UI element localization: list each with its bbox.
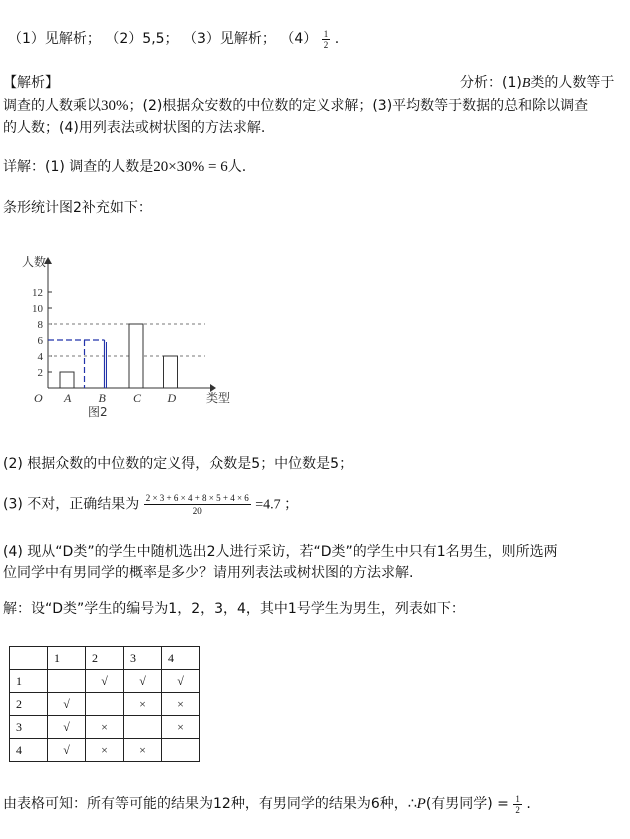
y-tick-label: 2 [37,367,43,379]
table-cell [124,716,162,739]
x-tick-label: D [167,391,177,405]
conclusion-a: 由表格可知：所有等可能的结果为12种，有男同学的结果为6种，∴ [3,796,417,812]
x-tick-label: A [64,391,72,405]
part4-line-1: (4) 现从“D类”的学生中随机选出2人进行采访，若“D类”的学生中只有1名男生，则所选两 [3,544,558,560]
table-cell: √ [86,670,124,693]
table-cell [162,739,200,762]
detail-formula: 20×30% = 6 [153,159,228,175]
analysis-first-line [460,72,614,92]
x-tick-label: C [133,391,142,405]
chart-title: 图2 [88,405,108,419]
answer-end: . [334,31,340,47]
solution-text: 解：设“D类”学生的编号为1，2，3，4，其中1号学生为男生，列表如下： [3,601,465,617]
table-cell [10,647,48,670]
answer-frac-num: 1 [323,28,329,39]
conclusion-b: P [416,796,426,812]
y-tick-label: 4 [37,351,43,363]
table-cell: √ [48,739,86,762]
table-row [10,670,200,693]
answer-line [8,28,339,50]
answer-part-3: （3）见解析； [183,31,276,47]
answer-fraction [322,29,331,50]
analysis-line2b: 30% [101,98,129,114]
table-cell: √ [124,670,162,693]
table-header-cell: 4 [162,647,200,670]
analysis-label: 分析： [460,75,502,91]
conclusion-fraction [513,794,522,815]
table-header-cell: 3 [124,647,162,670]
part3-b: =4.7 ； [255,497,299,513]
table-cell: × [124,693,162,716]
bar-C [129,324,143,388]
table-cell: × [162,716,200,739]
conclusion-c: (有男同学) = [425,796,509,812]
part3-line [3,492,298,517]
table-cell: √ [162,670,200,693]
answer-frac-den: 2 [323,39,329,50]
table-cell: √ [48,693,86,716]
table-cell [48,670,86,693]
y-tick-label: 8 [37,319,43,331]
conclusion-line [3,793,531,815]
part3-a: (3) 不对，正确结果为 [3,496,140,513]
table-cell: × [86,716,124,739]
part3-frac-num: 2 × 3 + 6 × 4 + 8 × 5 + 4 × 6 [145,493,249,503]
detail-line [3,156,246,176]
part4-line-2: 位同学中有男同学的概率是多少？请用列表法或树状图的方法求解. [3,565,414,581]
detail-label: 详解：(1) 调查的人数是 [3,159,154,175]
table-row-label: 4 [10,739,48,762]
y-axis-label: 人数 [22,255,47,269]
table-row-label: 2 [10,693,48,716]
table-row [10,693,200,716]
answer-part-1: （1）见解析； [8,31,101,47]
table-header-cell: 2 [86,647,124,670]
analysis-s1b: B [521,76,531,91]
table-cell: √ [48,716,86,739]
bar-chart [0,240,260,430]
x-tick-label: B [98,391,106,405]
supplement-text: 条形统计图2补充如下： [3,200,152,216]
table-cell: × [86,739,124,762]
y-tick-label: 10 [32,303,43,315]
analysis-line2c: ；(2)根据众安数的中位数的定义求解；(3)平均数等于数据的总和除以调查 [128,98,589,114]
table-row-label: 3 [10,716,48,739]
y-tick-label: 6 [37,335,43,347]
conclusion-frac-den: 2 [515,804,520,815]
table-header-cell: 1 [48,647,86,670]
table-row-label: 1 [10,670,48,693]
answer-part-2: （2）5,5； [105,31,179,47]
table-header-row [10,647,200,670]
conclusion-frac-num: 1 [515,793,520,804]
detail-unit: 人. [227,159,247,175]
analysis-line2a: 调查的人数乘以 [3,98,101,114]
part2-text: (2) 根据众数的中位数的定义得，众数是5；中位数是5； [3,456,354,472]
part3-fraction [144,492,251,517]
conclusion-end: . [526,796,531,812]
bar-A [60,372,74,388]
table-cell [86,693,124,716]
table-cell: × [162,693,200,716]
bar-D [164,356,178,388]
x-axis-label: 类型 [206,391,231,405]
analysis-line-2 [3,95,588,115]
chart-axes [22,254,230,419]
answer-part-4: （4） [280,31,318,47]
analysis-s1c: 类的人数等于 [530,75,615,91]
analysis-line-3: 的人数；(4)用列表法或树状图的方法求解. [3,120,266,136]
origin-label: O [34,391,43,405]
analysis-s1a: (1) [502,75,522,91]
part3-frac-den: 20 [192,506,202,516]
table-cell: × [124,739,162,762]
outcome-table [9,646,200,762]
table-row [10,739,200,762]
y-tick-label: 12 [32,287,43,299]
table-row [10,716,200,739]
chart-marks [48,324,178,405]
analysis-heading: 【解析】 [3,75,59,91]
